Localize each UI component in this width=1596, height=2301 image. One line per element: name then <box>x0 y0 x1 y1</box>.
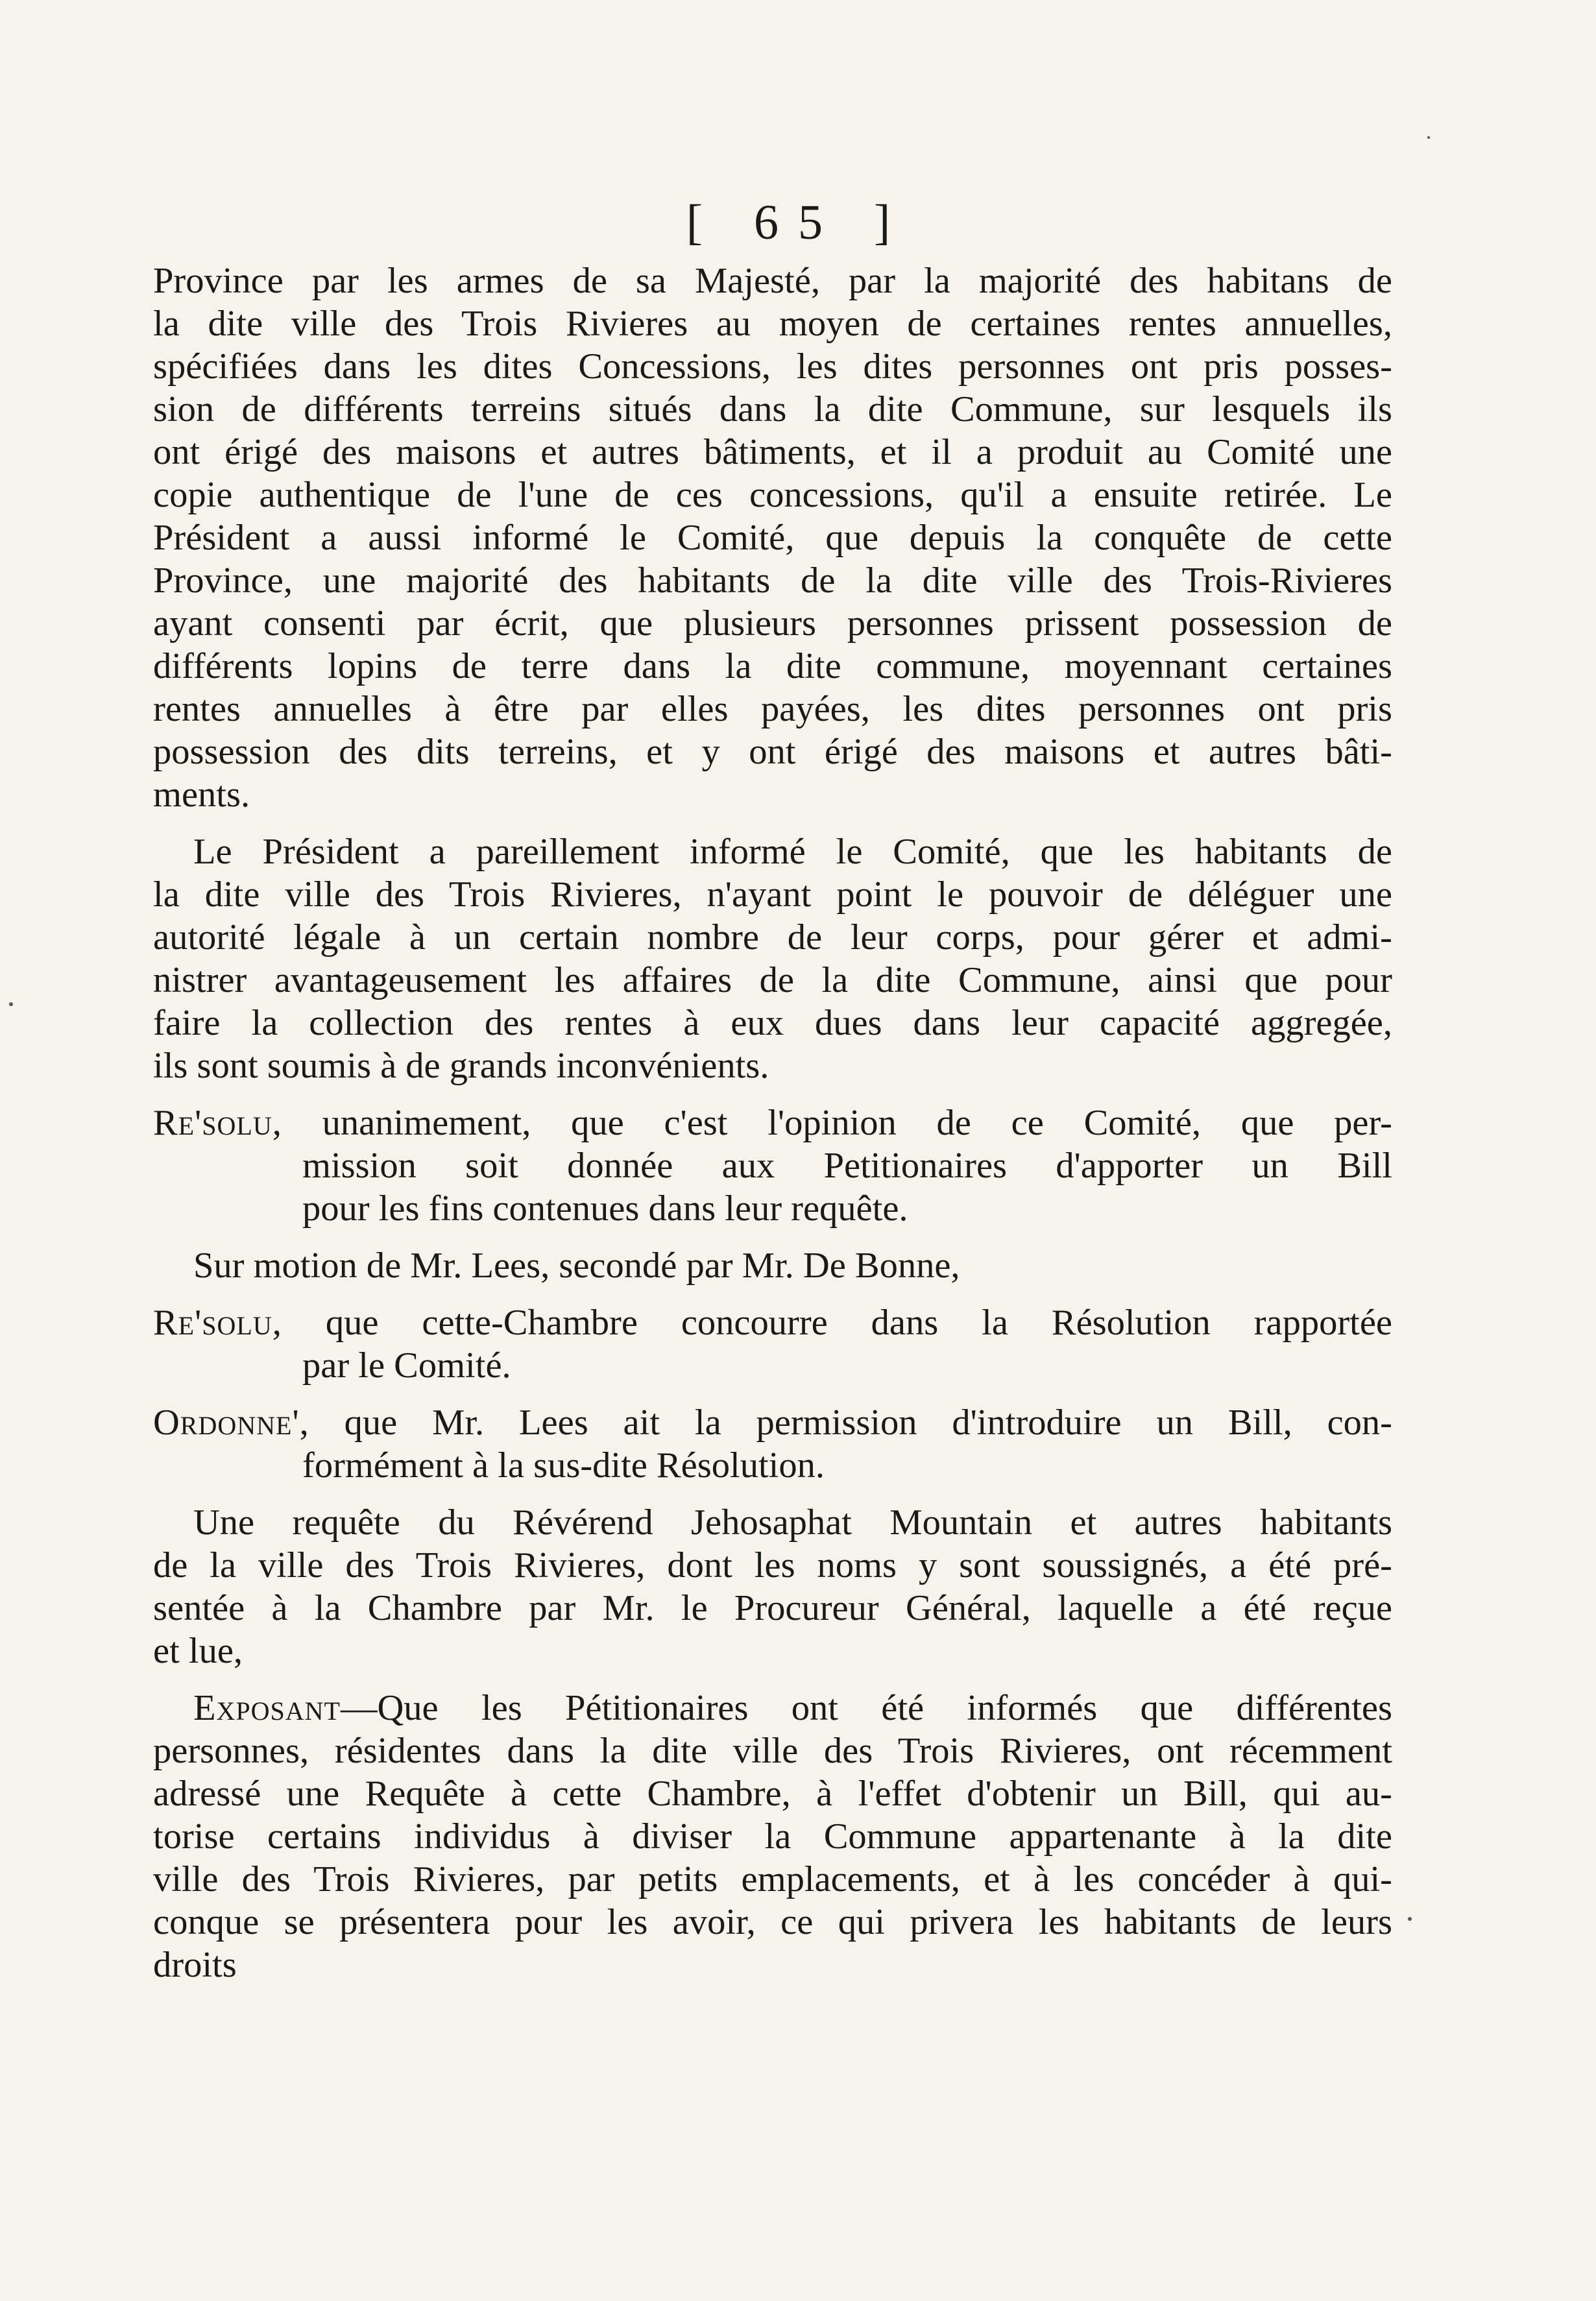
text-line: Sur motion de Mr. Lees, secondé par Mr. De Bonne, <box>193 1246 960 1286</box>
text-line: de la ville des Trois Rivieres, dont les noms y sont soussignés, a été pré- <box>153 1545 1392 1585</box>
text-line: mission soit donnée aux Petitionaires d'apporter un Bill <box>302 1146 1392 1186</box>
text-line: faire la collection des rentes à eux dues dans leur capacité aggregée, <box>153 1003 1392 1043</box>
resolution-lead: Re'solu, <box>153 1303 282 1343</box>
text-line: sion de différents terreins situés dans la dite Commune, sur lesquels ils <box>153 389 1392 429</box>
text-line: possession des dits terreins, et y ont érigé des maisons et autres bâti- <box>153 732 1392 772</box>
text-line: ont érigé des maisons et autres bâtiments, et il a produit au Comité une <box>153 432 1392 472</box>
resolution-lead: Re'solu, <box>153 1103 282 1143</box>
text-line: formément à la sus-dite Résolution. <box>302 1445 825 1486</box>
text-line: conque se présentera pour les avoir, ce qui privera les habitants de leurs <box>153 1902 1392 1942</box>
text-line: ayant consenti par écrit, que plusieurs personnes prissent possession de <box>153 603 1392 644</box>
text-line: torise certains individus à diviser la Commune appartenante à la dite <box>153 1816 1392 1857</box>
text-line: Province par les armes de sa Majesté, par la majorité des habitans de <box>153 261 1392 301</box>
text-line: ments. <box>153 775 250 815</box>
text-line: la dite ville des Trois Rivieres, n'ayant point le pouvoir de déléguer une <box>153 874 1392 915</box>
exposant-lead: Exposant <box>193 1688 341 1728</box>
text-line: Province, une majorité des habitants de la dite ville des Trois-Rivieres <box>153 560 1392 601</box>
text-line <box>153 1301 1392 1344</box>
text-line: différents lopins de terre dans la dite commune, moyennant certaines <box>153 646 1392 686</box>
text-span: que Mr. Lees ait la permission d'introduire un Bill, con- <box>344 1403 1392 1443</box>
text-line: par le Comité. <box>302 1345 511 1386</box>
text-line: Le Président a pareillement informé le Comité, que les habitants de <box>193 832 1392 872</box>
text-line: adressé une Requête à cette Chambre, à l'effet d'obtenir un Bill, qui au- <box>153 1774 1392 1814</box>
text-line: nistrer avantageusement les affaires de la dite Commune, ainsi que pour <box>153 960 1392 1000</box>
text-span: unanimement, que c'est l'opinion de ce Comité, que per- <box>322 1103 1392 1143</box>
ink-speck <box>1408 1917 1412 1921</box>
text-line: copie authentique de l'une de ces concessions, qu'il a ensuite retirée. Le <box>153 475 1392 515</box>
text-line: Président a aussi informé le Comité, que depuis la conquête de cette <box>153 518 1392 558</box>
text-line <box>153 1687 1392 1729</box>
ink-speck <box>9 1002 13 1006</box>
order-lead: Ordonne', <box>153 1403 309 1443</box>
text-line: ville des Trois Rivieres, par petits emplacements, et à les concéder à qui- <box>153 1859 1392 1899</box>
text-line: Une requête du Révérend Jehosaphat Mountain et autres habitants <box>193 1502 1392 1543</box>
text-span: —Que les Pétitionaires ont été informés que différentes <box>341 1688 1392 1728</box>
text-line: rentes annuelles à être par elles payées, les dites personnes ont pris <box>153 689 1392 729</box>
catchword: droits <box>153 1945 237 1985</box>
ink-speck <box>1427 136 1430 139</box>
text-span: que cette-Chambre concourre dans la Résolution rapportée <box>325 1303 1392 1343</box>
text-line: ils sont soumis à de grands inconvénients. <box>153 1046 769 1086</box>
text-line <box>153 1401 1392 1444</box>
page-body <box>153 259 1392 1986</box>
text-line <box>153 1102 1392 1144</box>
text-line: et lue, <box>153 1631 243 1671</box>
text-line: spécifiées dans les dites Concessions, les dites personnes ont pris posses- <box>153 346 1392 387</box>
text-line: autorité légale à un certain nombre de leur corps, pour gérer et admi- <box>153 917 1392 958</box>
text-line: sentée à la Chambre par Mr. le Procureur Général, laquelle a été reçue <box>153 1588 1392 1628</box>
text-line: la dite ville des Trois Rivieres au moyen de certaines rentes annuelles, <box>153 304 1392 344</box>
page-number: [ 65 ] <box>686 195 910 250</box>
text-line: pour les fins contenues dans leur requête. <box>302 1188 908 1229</box>
text-line: personnes, résidentes dans la dite ville des Trois Rivieres, ont récemment <box>153 1731 1392 1771</box>
